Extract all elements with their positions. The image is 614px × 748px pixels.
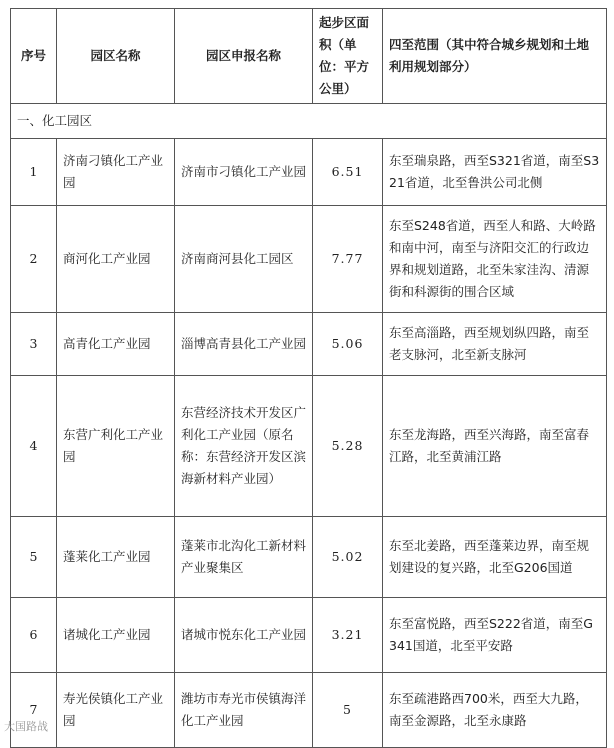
park-table (10, 8, 607, 748)
cell-boundary: 东至北姜路，西至蓬莱边界，南至规划建设的复兴路，北至G206国道 (383, 517, 607, 598)
cell-apply-name: 蓬莱市北沟化工新材料产业聚集区 (175, 517, 313, 598)
cell-name: 济南刁镇化工产业园 (57, 139, 175, 206)
cell-area: 5.28 (313, 376, 383, 517)
cell-seq: 4 (11, 376, 57, 517)
cell-seq: 7 (11, 673, 57, 748)
cell-seq: 6 (11, 598, 57, 673)
header-name: 园区名称 (57, 9, 175, 104)
cell-boundary: 东至S248省道，西至人和路、大岭路和南中河，南至与济阳交汇的行政边界和规划道路，北至朱家洼沟、清源街和科源街的围合区域 (383, 206, 607, 313)
cell-area: 6.51 (313, 139, 383, 206)
cell-area: 5.02 (313, 517, 383, 598)
table-row (11, 673, 607, 748)
header-area: 起步区面积（单位：平方公里） (313, 9, 383, 104)
cell-boundary: 东至高淄路，西至规划纵四路，南至老支脉河，北至新支脉河 (383, 313, 607, 376)
cell-name: 诸城化工产业园 (57, 598, 175, 673)
cell-boundary: 东至龙海路，西至兴海路，南至富春江路，北至黄浦江路 (383, 376, 607, 517)
cell-apply-name: 淄博高青县化工产业园 (175, 313, 313, 376)
cell-name: 高青化工产业园 (57, 313, 175, 376)
cell-area: 7.77 (313, 206, 383, 313)
cell-apply-name: 济南市刁镇化工产业园 (175, 139, 313, 206)
cell-boundary: 东至疏港路西700米，西至大九路，南至金源路，北至永康路 (383, 673, 607, 748)
cell-seq: 5 (11, 517, 57, 598)
cell-apply-name: 诸城市悦东化工产业园 (175, 598, 313, 673)
header-boundary: 四至范围（其中符合城乡规划和土地利用规划部分） (383, 9, 607, 104)
header-row (11, 9, 607, 104)
cell-seq: 1 (11, 139, 57, 206)
table-row (11, 206, 607, 313)
table-row (11, 313, 607, 376)
section-title: 一、化工园区 (11, 104, 607, 139)
table-row (11, 517, 607, 598)
cell-boundary: 东至富悦路，西至S222省道，南至G341国道，北至平安路 (383, 598, 607, 673)
table-row (11, 139, 607, 206)
cell-boundary: 东至瑞泉路，西至S321省道，南至S321省道，北至鲁洪公司北侧 (383, 139, 607, 206)
cell-apply-name: 东营经济技术开发区广利化工产业园（原名称：东营经济开发区滨海新材料产业园） (175, 376, 313, 517)
cell-apply-name: 济南商河县化工园区 (175, 206, 313, 313)
section-row (11, 104, 607, 139)
table-row (11, 376, 607, 517)
watermark: 大国路战 (4, 720, 48, 733)
cell-area: 5 (313, 673, 383, 748)
cell-name: 商河化工产业园 (57, 206, 175, 313)
cell-area: 3.21 (313, 598, 383, 673)
header-apply-name: 园区申报名称 (175, 9, 313, 104)
cell-name: 蓬莱化工产业园 (57, 517, 175, 598)
cell-apply-name: 潍坊市寿光市侯镇海洋化工产业园 (175, 673, 313, 748)
cell-seq: 3 (11, 313, 57, 376)
header-seq: 序号 (11, 9, 57, 104)
cell-seq: 2 (11, 206, 57, 313)
cell-name: 东营广利化工产业园 (57, 376, 175, 517)
cell-name: 寿光侯镇化工产业园 (57, 673, 175, 748)
table-row (11, 598, 607, 673)
cell-area: 5.06 (313, 313, 383, 376)
